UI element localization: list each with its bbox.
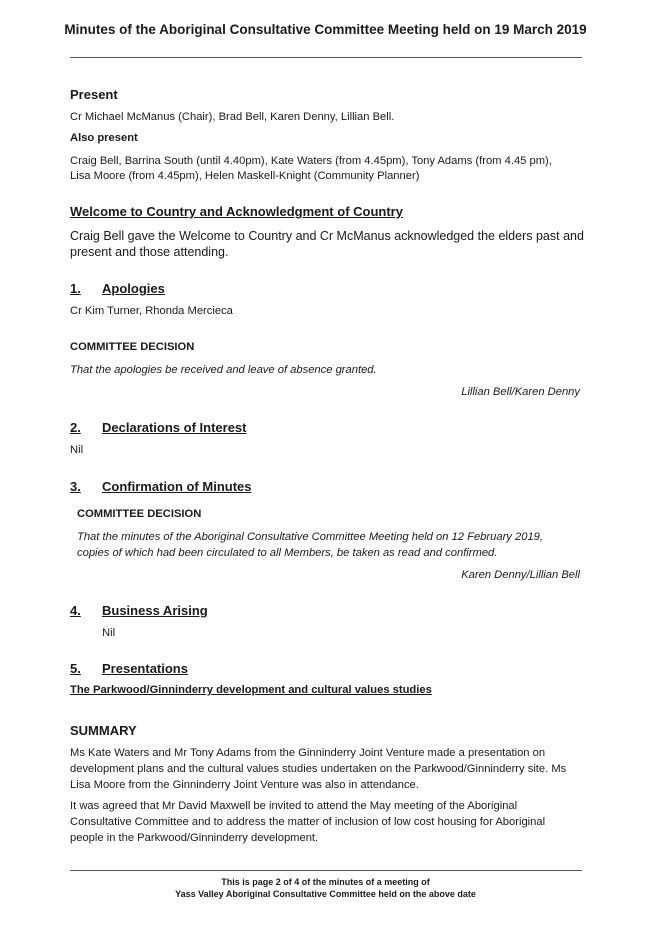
apologies-number: 1.: [70, 281, 81, 296]
confirmation-decision-line-2: copies of which had been circulated to all Members, be taken as read and confirmed.: [77, 547, 498, 559]
welcome-line-2: present and those attending.: [70, 245, 229, 259]
footer-line-2: Yass Valley Aboriginal Consultative Committee held on the above date: [175, 889, 476, 899]
also-present-heading: Also present: [70, 132, 138, 144]
presentations-heading: [70, 661, 188, 676]
welcome-heading: Welcome to Country and Acknowledgment of Country: [70, 204, 403, 219]
declarations-heading: [70, 420, 247, 435]
business-number: 4.: [70, 603, 81, 618]
confirmation-title: Confirmation of Minutes: [102, 479, 252, 494]
presentations-subheading: The Parkwood/Ginninderry development and cultural values studies: [70, 684, 432, 696]
present-members: Cr Michael McManus (Chair), Brad Bell, Karen Denny, Lillian Bell.: [70, 111, 395, 123]
confirmation-moved: Karen Denny/Lillian Bell: [461, 569, 580, 581]
summary-p1-line-1: Ms Kate Waters and Mr Tony Adams from the Ginninderry Joint Venture made a presentation on: [70, 747, 546, 759]
confirmation-decision-heading: COMMITTEE DECISION: [77, 508, 202, 520]
apologies-title: Apologies: [102, 281, 165, 296]
page-header-title: Minutes of the Aboriginal Consultative Committee Meeting held on 19 March 2019: [64, 22, 587, 37]
confirmation-number: 3.: [70, 479, 81, 494]
summary-heading: SUMMARY: [70, 723, 137, 738]
business-title: Business Arising: [102, 603, 208, 618]
summary-p2-line-2: Consultative Committee and to address the matter of inclusion of low cost housing for Aboriginal: [70, 816, 546, 828]
declarations-text: Nil: [70, 444, 84, 456]
business-heading: [70, 603, 208, 618]
footer-divider: [70, 870, 582, 871]
summary-p2-line-3: people in the Parkwood/Ginninderry development.: [70, 832, 319, 844]
apologies-names: Cr Kim Turner, Rhonda Mercieca: [70, 305, 233, 317]
apologies-heading: [70, 281, 165, 296]
summary-p2-line-1: It was agreed that Mr David Maxwell be invited to attend the May meeting of the Aboriginal: [70, 800, 518, 812]
confirmation-heading: [70, 479, 252, 494]
presentations-title: Presentations: [102, 661, 188, 676]
confirmation-decision-line-1: That the minutes of the Aboriginal Consultative Committee Meeting held on 12 February 2019,: [77, 531, 543, 543]
header-divider: [70, 57, 582, 58]
business-text: Nil: [102, 627, 116, 639]
welcome-line-1: Craig Bell gave the Welcome to Country and Cr McManus acknowledged the elders past and: [70, 229, 584, 243]
presentations-number: 5.: [70, 661, 81, 676]
footer-line-1: This is page 2 of 4 of the minutes of a meeting of: [221, 877, 430, 887]
apologies-decision: That the apologies be received and leave of absence granted.: [70, 364, 377, 376]
present-heading: Present: [70, 87, 118, 102]
apologies-moved: Lillian Bell/Karen Denny: [461, 386, 580, 398]
declarations-number: 2.: [70, 420, 81, 435]
declarations-title: Declarations of Interest: [102, 420, 247, 435]
apologies-decision-heading: COMMITTEE DECISION: [70, 341, 195, 353]
also-present-line-1: Craig Bell, Barrina South (until 4.40pm), Kate Waters (from 4.45pm), Tony Adams (from 4.45 pm),: [70, 155, 552, 167]
also-present-line-2: Lisa Moore (from 4.45pm), Helen Maskell-Knight (Community Planner): [70, 170, 420, 182]
summary-p1-line-3: Lisa Moore from the Ginninderry Joint Venture was also in attendance.: [70, 779, 419, 791]
page-footer: [0, 876, 651, 900]
summary-p1-line-2: development plans and the cultural values studies undertaken on the Parkwood/Ginninderry site. Ms: [70, 763, 567, 775]
